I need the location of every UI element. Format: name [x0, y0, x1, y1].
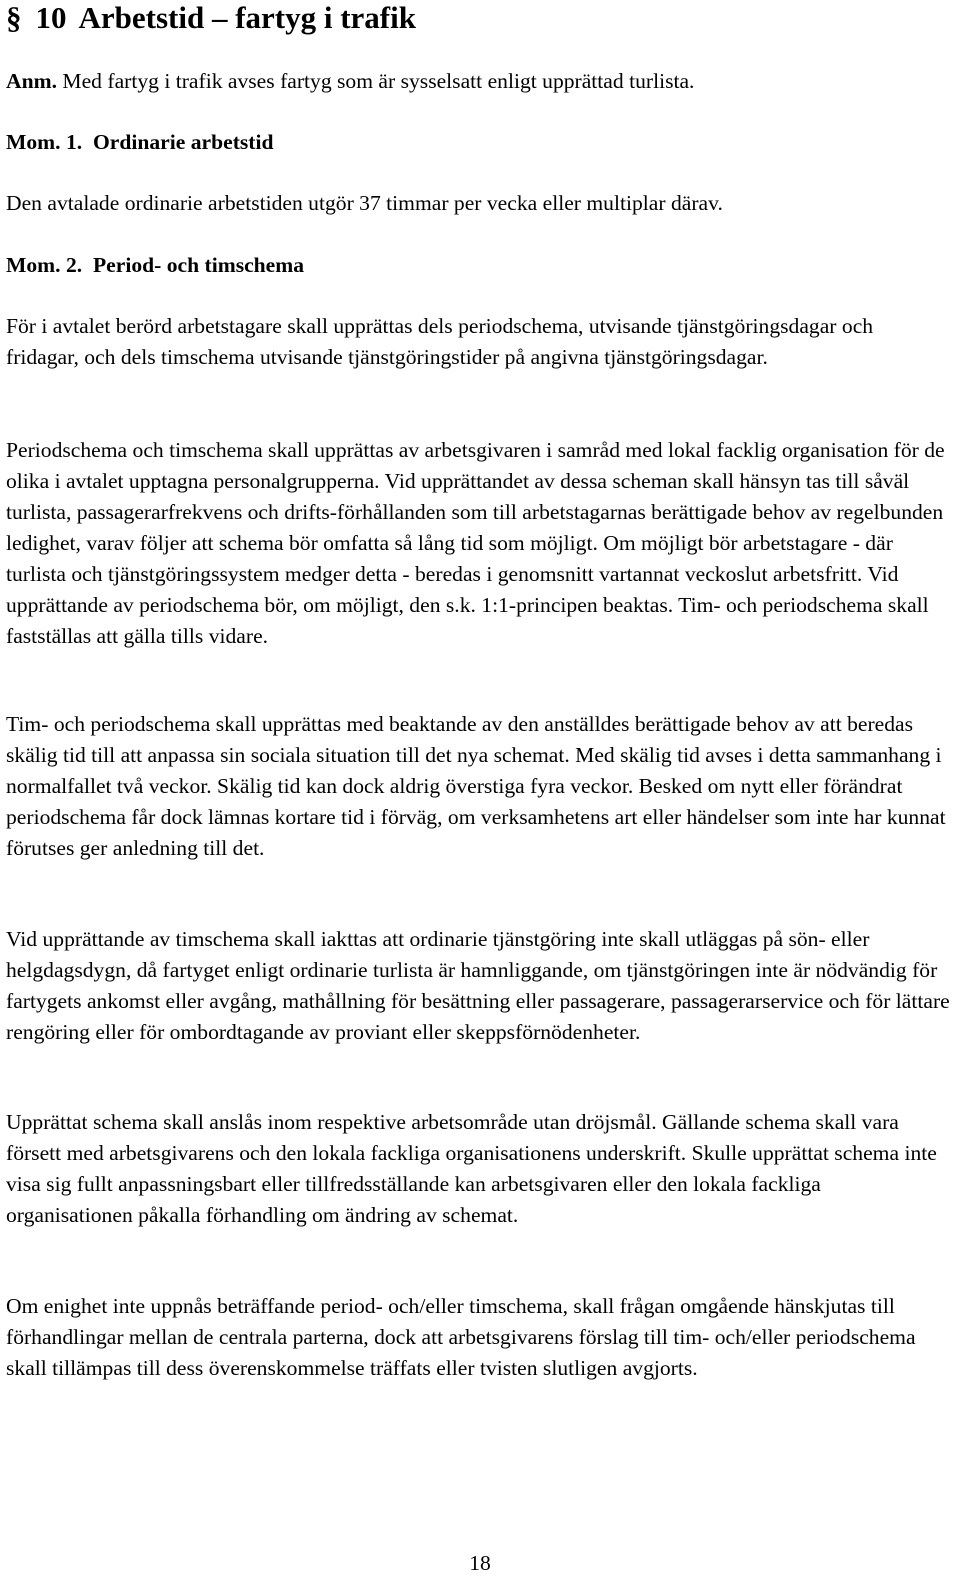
mom2-label: Mom. 2.	[6, 253, 83, 277]
mom1-text: Den avtalade ordinarie arbetstiden utgör 37 timmar per vecka eller multiplar därav.	[6, 191, 723, 215]
mom1-heading	[6, 127, 950, 158]
mom2-paragraph-1: För i avtalet berörd arbetstagare skall upprättas dels periodschema, utvisande tjänstgöringsdagar och fridagar, och dels timschema utvisande tjänstgöringstider på angivna tjänstgöringsdagar.	[6, 314, 874, 369]
mom2-title: Period- och timschema	[92, 253, 305, 277]
mom2-paragraph-4: Vid upprättande av timschema skall iakttas att ordinarie tjänstgöring inte skall utläggas på sön- eller helgdagsdygn, då fartyget enligt ordinarie turlista är hamnliggande, om tjänstgöringen inte är nödvändig för fartygets ankomst eller avgång, mathållning för besättning eller passagerare, passagerarservice och för lättare rengöring eller för ombordtagande av proviant eller skeppsförnödenheter.	[6, 927, 950, 1044]
section-number: 10	[35, 0, 67, 35]
page-number: 18	[469, 1551, 491, 1575]
mom2-paragraph-6: Om enighet inte uppnås beträffande period- och/eller timschema, skall frågan omgående hänskjutas till förhandlingar mellan de centrala parterna, dock att arbetsgivarens förslag till tim- och/eller periodschema skall tillämpas till dess överenskommelse träffats eller tvisten slutligen avgjorts.	[6, 1294, 916, 1380]
section-heading	[6, 0, 416, 36]
section-symbol: §	[6, 0, 22, 35]
anm-text: Med fartyg i trafik avses fartyg som är sysselsatt enligt upprättad turlista.	[57, 69, 695, 93]
mom2-paragraph-5: Upprättat schema skall anslås inom respektive arbetsområde utan dröjsmål. Gällande schema skall vara försett med arbetsgivarens och den lokala fackliga organisationens underskrift. Skulle upprättat schema inte visa sig fullt anpassningsbart eller tillfredsställande kan arbetsgivaren eller den lokala fackliga organisationen påkalla förhandling om ändring av schemat.	[6, 1110, 937, 1227]
mom2-heading	[6, 250, 950, 281]
section-title: Arbetstid – fartyg i trafik	[78, 0, 416, 35]
anm-paragraph	[6, 66, 950, 97]
mom2-paragraph-2: Periodschema och timschema skall upprättas av arbetsgivaren i samråd med lokal facklig organisation för de olika i avtalet upptagna personalgrupperna. Vid upprättandet av dessa scheman skall hänsyn tas till såväl turlista, passagerarfrekvens och drifts-förhållanden som till arbetstagarnas berättigade behov av regelbunden ledighet, varav följer att schema bör omfatta så lång tid som möjligt. Om möjligt bör arbetstagare - där turlista och tjänstgöringssystem medger detta - beredas i genomsnitt vartannat veckoslut arbetsfritt. Vid upprättande av periodschema bör, om möjligt, den s.k. 1:1-principen beaktas. Tim- och periodschema skall fastställas att gälla tills vidare.	[6, 438, 945, 648]
anm-label: Anm.	[6, 69, 57, 93]
mom2-paragraph-3: Tim- och periodschema skall upprättas med beaktande av den anställdes berättigade behov av att beredas skälig tid till att anpassa sin sociala situation till det nya schemat. Med skälig tid avses i detta sammanhang i normalfallet två veckor. Skälig tid kan dock aldrig överstiga fyra veckor. Besked om nytt eller förändrat periodschema får dock lämnas kortare tid i förväg, om verksamhetens art eller händelser som inte har kunnat förutses ger anledning till det.	[6, 712, 946, 860]
mom1-title: Ordinarie arbetstid	[92, 130, 274, 154]
mom1-label: Mom. 1.	[6, 130, 83, 154]
